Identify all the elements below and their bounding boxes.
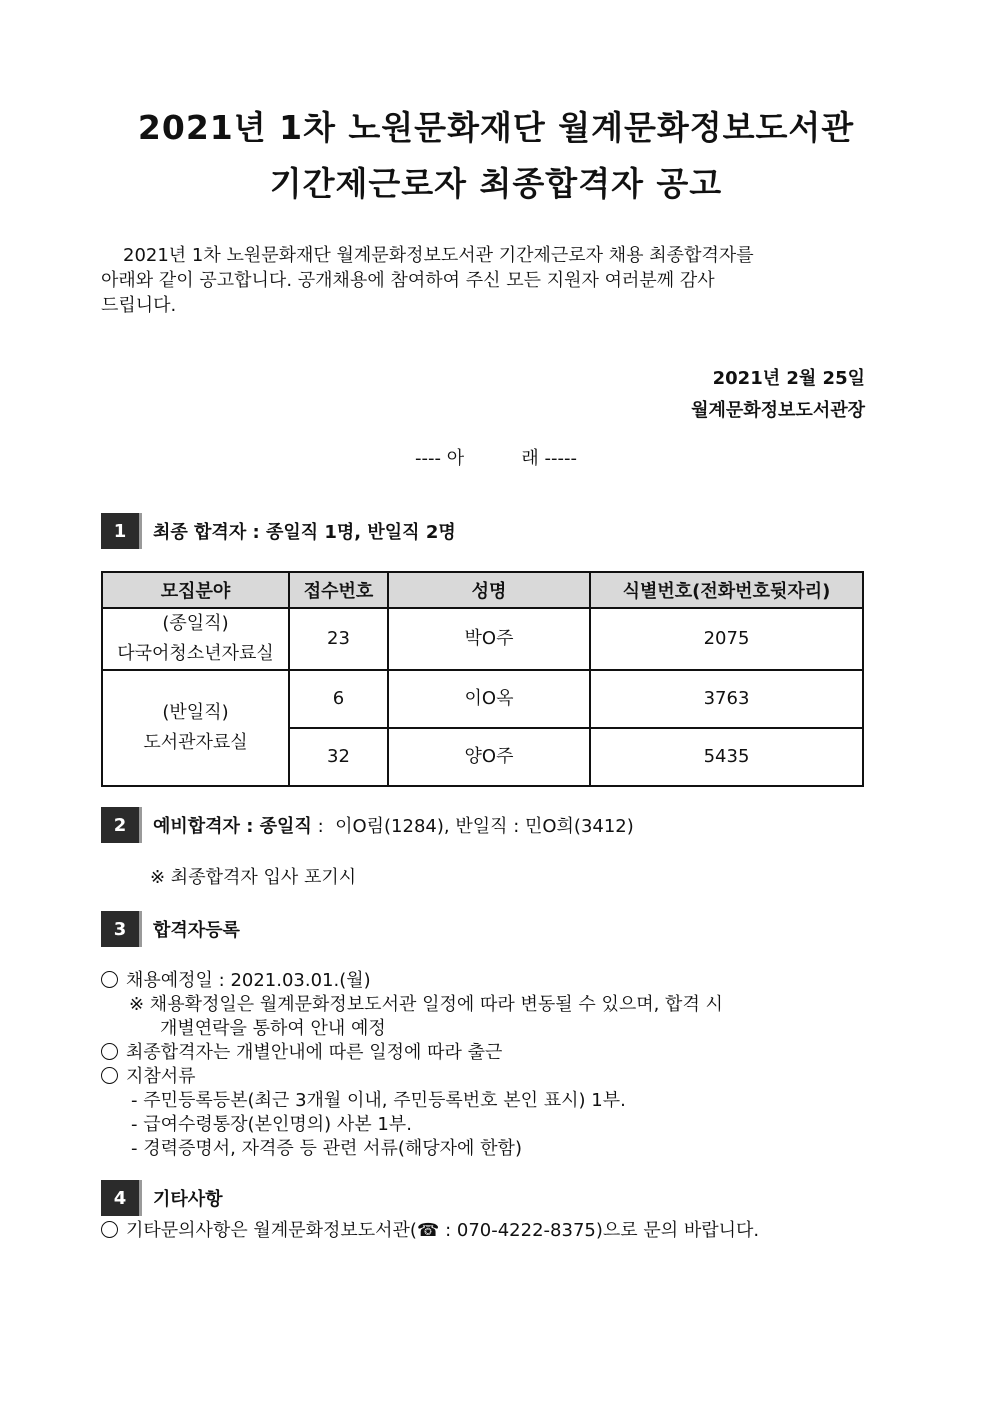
section-4-header	[101, 1180, 223, 1216]
section-2-header	[101, 807, 634, 843]
results-table	[101, 571, 864, 787]
field-cell	[102, 608, 289, 670]
intro-line2: 아래와 같이 공고합니다. 공개채용에 참여하여 주신 모든 지원자 여러분께 감사	[101, 270, 715, 291]
circle-bullet-icon	[101, 1043, 118, 1060]
documents-title: 지참서류	[126, 1066, 196, 1087]
section-number: 4	[101, 1180, 139, 1216]
start-date-note-cont: 개별연락을 통하여 안내 예정	[160, 1018, 386, 1039]
receipt-number: 23	[289, 608, 388, 670]
section-number: 1	[101, 513, 139, 549]
identifier: 2075	[590, 608, 863, 670]
reserve-note: ※ 최종합격자 입사 포기시	[150, 867, 357, 888]
applicant-name: 박O주	[388, 608, 590, 670]
document-item: - 급여수령통장(본인명의) 사본 1부.	[131, 1114, 412, 1135]
circle-bullet-icon	[101, 1067, 118, 1084]
receipt-number: 32	[289, 728, 388, 786]
identifier: 5435	[590, 728, 863, 786]
field-cell	[102, 670, 289, 786]
list-item	[101, 1038, 502, 1064]
receipt-number: 6	[289, 670, 388, 728]
notice-date: 2021년 2월 25일	[712, 368, 865, 389]
circle-bullet-icon	[101, 1221, 118, 1238]
section-title	[153, 812, 634, 838]
field-name: 다국어청소년자료실	[117, 643, 274, 664]
document-item: - 경력증명서, 자격증 등 관련 서류(해당자에 한함)	[131, 1138, 522, 1159]
table-header-row	[102, 572, 863, 608]
reserve-title: 예비합격자 : 종일직	[153, 816, 312, 837]
section-title: 합격자등록	[153, 920, 240, 941]
intro-line1: 2021년 1차 노원문화재단 월계문화정보도서관 기간제근로자 채용 최종합격자를	[123, 245, 754, 266]
start-date-note: ※ 채용확정일은 월계문화정보도서관 일정에 따라 변동될 수 있으며, 합격 시	[129, 994, 723, 1015]
notice-divider: ---- 아 래 -----	[415, 448, 577, 469]
section-title: 기타사항	[153, 1189, 223, 1210]
applicant-name: 이O옥	[388, 670, 590, 728]
document-title-line2: 기간제근로자 최종합격자 공고	[269, 164, 723, 203]
reserve-detail: : 이O림(1284), 반일직 : 민O희(3412)	[311, 816, 634, 837]
column-header: 식별번호(전화번호뒷자리)	[590, 572, 863, 608]
list-item	[101, 1062, 196, 1088]
issuer-name: 월계문화정보도서관장	[691, 400, 865, 421]
section-number: 3	[101, 911, 139, 947]
table-row	[102, 670, 863, 728]
field-name: 도서관자료실	[143, 732, 248, 753]
intro-line3: 드립니다.	[101, 295, 177, 316]
start-date: 채용예정일 : 2021.03.01.(월)	[126, 970, 371, 991]
table-row	[102, 608, 863, 670]
section-1-header	[101, 513, 456, 549]
section-title: 최종 합격자 : 종일직 1명, 반일직 2명	[153, 522, 456, 543]
attendance-note: 최종합격자는 개별안내에 따른 일정에 따라 출근	[126, 1042, 503, 1063]
document-item: - 주민등록등본(최근 3개월 이내, 주민등록번호 본인 표시) 1부.	[131, 1090, 626, 1111]
identifier: 3763	[590, 670, 863, 728]
document-title-line1: 2021년 1차 노원문화재단 월계문화정보도서관	[137, 108, 855, 147]
applicant-name: 양O주	[388, 728, 590, 786]
list-item	[101, 1216, 759, 1242]
section-number: 2	[101, 807, 139, 843]
circle-bullet-icon	[101, 971, 118, 988]
column-header: 모집분야	[102, 572, 289, 608]
column-header: 접수번호	[289, 572, 388, 608]
section-3-header	[101, 911, 240, 947]
contact-info: 기타문의사항은 월계문화정보도서관(☎ : 070-4222-8375)으로 문의 바랍니다.	[126, 1220, 760, 1241]
field-type: (종일직)	[162, 613, 229, 634]
field-type: (반일직)	[162, 702, 229, 723]
column-header: 성명	[388, 572, 590, 608]
list-item	[101, 966, 371, 992]
